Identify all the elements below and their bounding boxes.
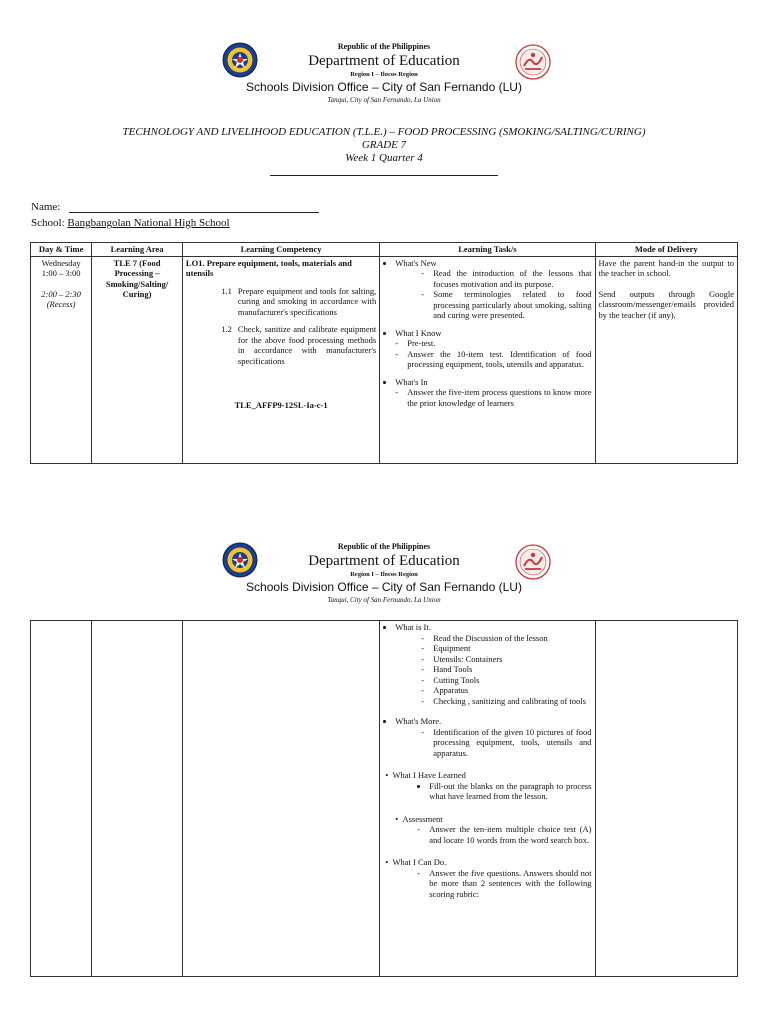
header-learning-competency: Learning Competency — [182, 243, 379, 257]
name-field — [31, 201, 60, 213]
competency-number: 1.2 — [221, 324, 232, 334]
learning-area-cell — [92, 621, 183, 977]
day-text: Wednesday — [41, 257, 81, 268]
list-item — [395, 328, 591, 370]
list-item: • What I Have Learned • Fill-out the blanks on the paragraph to process what have learned from the lesson. — [391, 770, 591, 802]
weekly-plan-table-continued — [30, 620, 738, 977]
grade-title: GRADE 7 — [361, 139, 407, 151]
tasks-cell — [380, 621, 595, 977]
department-title: Department of Education — [308, 553, 460, 569]
task-sublist — [395, 387, 591, 408]
division-text: Schools Division Office – City of San Fernando (LU) — [246, 80, 522, 94]
sdo-logo-icon — [515, 544, 551, 580]
list-item — [395, 622, 591, 706]
task-heading: What is It. — [395, 622, 431, 632]
title-underline — [270, 175, 498, 176]
delivery-cell — [595, 621, 738, 977]
task-heading: What I Have Learned — [392, 770, 466, 780]
task-list — [383, 258, 591, 409]
weekly-plan-table — [30, 242, 738, 464]
region-text: Region I – Ilocos Region — [350, 71, 418, 78]
list-item: - Identification of the given 10 pictures of food processing equipment, tools, utensils and apparatus. — [433, 727, 591, 759]
list-item: - Hand Tools — [433, 664, 591, 675]
task-heading: Assessment — [402, 813, 443, 824]
list-item: - Read the Discussion of the lesson — [433, 633, 591, 644]
list-item: - Answer the five questions. Answers should not be more than 2 sentences with the following scoring rubric: — [429, 868, 591, 900]
delivery-cell — [595, 256, 738, 463]
header-learning-area: Learning Area — [92, 243, 183, 257]
list-item: - Cutting Tools — [433, 675, 591, 686]
list-item — [395, 377, 591, 409]
competency-cell — [182, 256, 379, 463]
task-sublist — [391, 868, 591, 900]
school-label: School: — [31, 217, 65, 229]
header-day-time: Day & Time — [31, 243, 92, 257]
competency-item — [186, 286, 376, 318]
competency-cell — [182, 621, 379, 977]
list-item: • Fill-out the blanks on the paragraph to process what have learned from the lesson. — [429, 781, 591, 802]
list-item: - Read the introduction of the lessons that focuses motivation and its purpose. — [433, 268, 591, 289]
task-heading: What I Know — [395, 327, 442, 338]
address-text: Tanqui, City of San Fernando, La Union — [327, 596, 441, 604]
republic-text: Republic of the Philippines — [337, 42, 431, 51]
competency-text: Prepare equipment and tools for salting, curing and smoking in accordance with manufacturer's specifications — [237, 285, 377, 317]
competency-text: Check, sanitize and calibrate equipment for the above food processing methods in accordance with manufacturer's specifications — [237, 324, 377, 366]
address-text: Tanqui, City of San Fernando, La Union — [327, 96, 441, 104]
school-value: Bangbangolan National High School — [67, 217, 230, 229]
task-list — [383, 622, 591, 899]
list-item: - Answer the ten-item multiple choice test (A) and locate 10 words from the word search box. — [429, 824, 591, 845]
table-row — [31, 256, 738, 463]
task-sublist — [395, 633, 591, 707]
list-item: - Pre-test. — [407, 338, 591, 349]
learning-area-cell: TLE 7 (Food Processing – Smoking/Salting/ Curing) — [92, 256, 183, 463]
recess-time: 2:00 – 2:30 — [41, 288, 81, 299]
task-heading: What I Can Do. — [392, 857, 447, 867]
list-item: - Apparatus — [433, 685, 591, 696]
school-field — [31, 217, 230, 229]
competency-title: LO1. Prepare equipment, tools, materials and utensils — [185, 257, 352, 278]
list-item: - Some terminologies related to food processing particularly about smoking, salting and curing were presented. — [433, 289, 591, 321]
delivery-text: Have the parent hand-in the output to the teacher in school. — [598, 257, 734, 278]
task-sublist — [395, 338, 591, 370]
day-time-cell — [31, 256, 92, 463]
deped-seal-icon — [222, 542, 258, 578]
task-heading: What's New — [395, 257, 437, 268]
competency-item — [186, 324, 376, 366]
delivery-text: Send outputs through Google classroom/messenger/emails provided by the teacher (if any). — [598, 288, 734, 320]
list-item: - Answer the five-item process questions to know more the prior knowledge of learners — [407, 387, 591, 408]
subject-title: TECHNOLOGY AND LIVELIHOOD EDUCATION (T.L.E.) – FOOD PROCESSING (SMOKING/SALTING/CURING) — [122, 126, 646, 138]
tasks-cell — [380, 256, 595, 463]
task-heading: What's In — [395, 376, 428, 387]
list-item: • What I Can Do. - Answer the five questions. Answers should not be more than 2 sentences with the following scoring rubric: — [391, 857, 591, 899]
division-text: Schools Division Office – City of San Fernando (LU) — [246, 580, 522, 594]
list-item: - Equipment — [433, 643, 591, 654]
name-label: Name: — [31, 201, 61, 213]
list-item — [395, 716, 591, 758]
list-item: • Assessment - Answer the ten-item multiple choice test (A) and locate 10 words from the word search box. — [401, 814, 591, 846]
name-blank-line — [69, 212, 319, 213]
table-header-row — [31, 243, 738, 257]
page-2 — [0, 500, 768, 1024]
sdo-logo-icon — [515, 44, 551, 80]
task-sublist — [395, 727, 591, 759]
department-title: Department of Education — [308, 53, 460, 69]
task-sublist — [395, 268, 591, 321]
table-row — [31, 621, 738, 977]
deped-seal-icon — [222, 42, 258, 78]
recess-label: (Recess) — [46, 299, 76, 309]
week-title: Week 1 Quarter 4 — [345, 152, 423, 164]
page-1 — [0, 0, 768, 500]
day-time-cell — [31, 621, 92, 977]
list-item — [395, 258, 591, 321]
task-heading: What's More. — [395, 716, 442, 726]
list-item: - Answer the 10-item test. Identification of food processing equipment, tools, utensils and apparatus. — [407, 349, 591, 370]
task-sublist — [401, 824, 591, 845]
competency-code: TLE_AFFP9-12SL-Ia-c-1 — [234, 400, 328, 410]
region-text: Region I – Ilocos Region — [350, 571, 418, 578]
competency-number: 1.1 — [221, 285, 232, 296]
republic-text: Republic of the Philippines — [337, 542, 431, 551]
header-learning-tasks: Learning Task/s — [380, 243, 595, 257]
document-title — [0, 126, 768, 165]
list-item: - Utensils: Containers — [433, 654, 591, 665]
list-item: - Checking , sanitizing and calibrating of tools — [433, 696, 591, 707]
header-mode-of-delivery: Mode of Delivery — [595, 243, 738, 257]
task-sublist — [391, 781, 591, 802]
time-text: 1:00 – 3:00 — [41, 268, 81, 278]
